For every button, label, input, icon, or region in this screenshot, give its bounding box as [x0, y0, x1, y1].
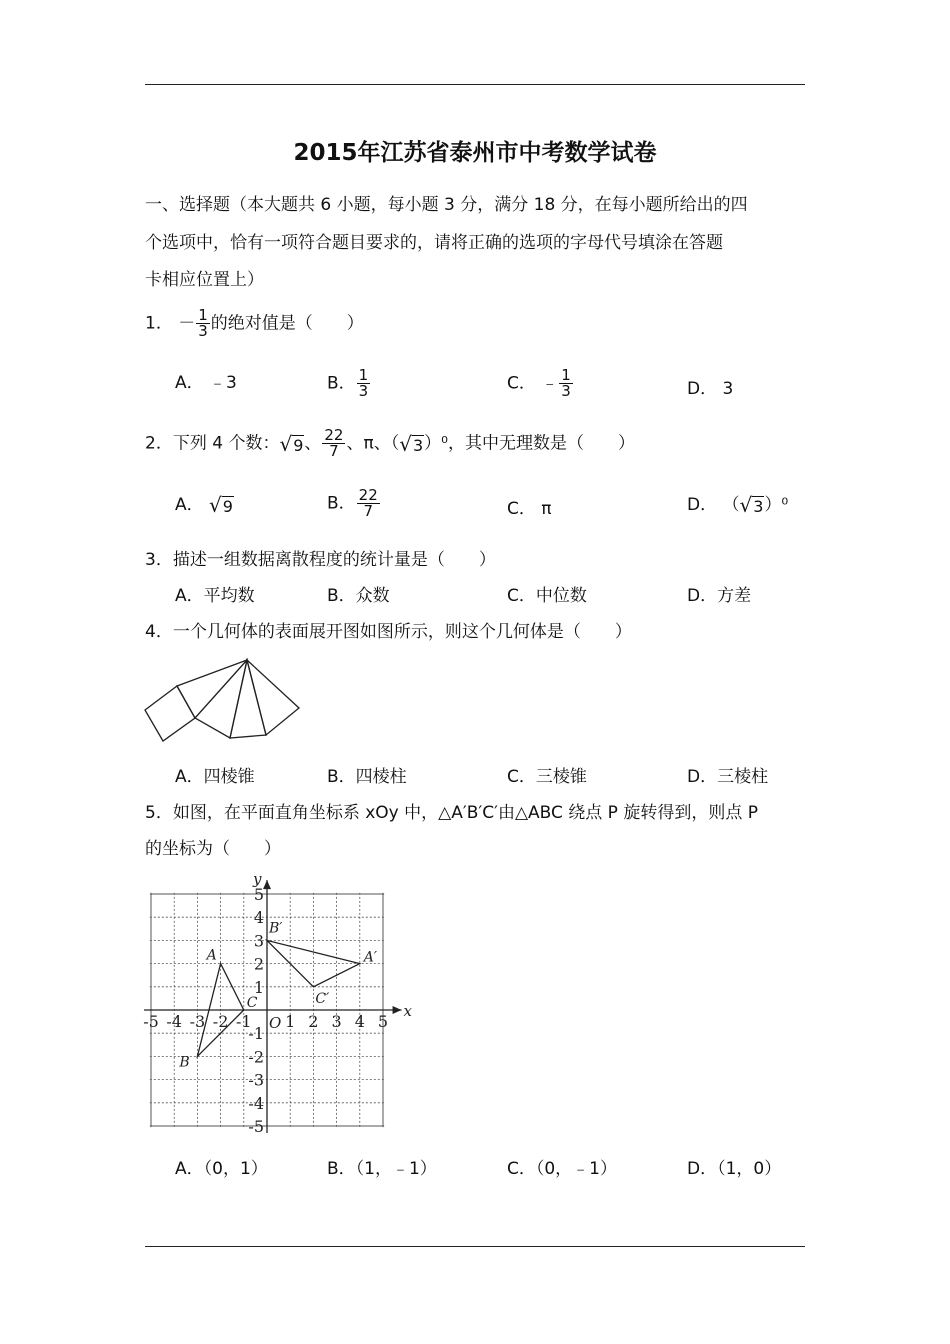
- question-1: [145, 308, 364, 339]
- option-fraction: [559, 368, 573, 399]
- fraction-numerator: 1: [561, 366, 571, 384]
- q1-option-d: [687, 374, 733, 399]
- q4-option-c: C．三棱锥: [507, 767, 587, 787]
- x-tick-label: -3: [189, 1012, 206, 1031]
- footer-rule: [145, 1246, 805, 1247]
- y-tick-label: 1: [253, 977, 264, 997]
- header-rule: [145, 84, 805, 85]
- q3-option-b: B．众数: [327, 586, 390, 606]
- x-tick-label: -1: [236, 1012, 252, 1031]
- q4-option-d: D．三棱柱: [687, 767, 769, 787]
- x-tick-label: 4: [354, 1012, 365, 1031]
- x-tick-label: -2: [212, 1012, 229, 1031]
- fraction-numerator: 1: [198, 306, 208, 324]
- radicand: 9: [222, 497, 233, 516]
- x-tick-label: 3: [331, 1012, 342, 1031]
- option-minus: ﹣: [541, 373, 559, 394]
- fraction-numerator: 22: [358, 486, 378, 504]
- q5-option-a: A．（0，1）: [175, 1159, 268, 1179]
- fraction-numerator: 1: [358, 366, 369, 384]
- y-tick-label: -3: [248, 1070, 264, 1090]
- separator: 、π、（: [346, 433, 400, 454]
- triangle-a1b1c1-vertex-c: C′: [315, 990, 330, 1007]
- q5-option-c: C．（0，﹣1）: [507, 1159, 618, 1179]
- triangle-a1b1c1-vertex-a: A′: [363, 949, 378, 966]
- question-2-number: 2．: [145, 433, 173, 454]
- q3-option-a: A．平均数: [175, 586, 255, 606]
- question-3: 3．描述一组数据离散程度的统计量是（ ）: [145, 550, 496, 570]
- y-tick-label: 4: [253, 908, 264, 928]
- question-5-line1: 5．如图，在平面直角坐标系 xOy 中，△A′B′C′由△ABC 绕点 P 旋转得到，则点 P: [145, 803, 758, 823]
- x-tick-label: -4: [166, 1012, 182, 1031]
- option-value: π: [541, 499, 552, 519]
- fraction-22-7: [322, 428, 345, 459]
- option-letter: D．: [687, 379, 718, 399]
- graph-triangles: [178, 920, 378, 1070]
- fraction-denominator: 3: [198, 322, 208, 340]
- question-1-number: 1．: [145, 313, 173, 334]
- net-triangle-face-4: [247, 660, 299, 735]
- question-1-text: 的绝对值是（ ）: [210, 313, 364, 334]
- y-axis-arrow: [263, 880, 271, 889]
- triangle-abc-vertex-c: C: [246, 995, 258, 1011]
- question-1-minus: －: [178, 313, 196, 334]
- y-tick-label: -1: [248, 1024, 264, 1044]
- q4-option-b: B．四棱柱: [327, 767, 407, 787]
- fraction-denominator: 7: [329, 442, 339, 460]
- q5-option-d: D．（1，0）: [687, 1159, 782, 1179]
- y-tick-label: -4: [248, 1093, 264, 1113]
- q1-option-c: [507, 368, 574, 399]
- q4-option-a: A．四棱锥: [175, 767, 255, 787]
- x-tick-label: 2: [308, 1012, 319, 1031]
- origin-label: O: [269, 1014, 282, 1032]
- option-letter: C．: [507, 373, 536, 394]
- q3-option-d: D．方差: [687, 586, 752, 606]
- option-sqrt: √3: [739, 493, 764, 517]
- y-axis-label: y: [253, 870, 262, 889]
- q1-option-b: [327, 368, 371, 399]
- fraction-denominator: 3: [358, 382, 369, 400]
- triangle-a1b1c1-vertex-b: B′: [269, 920, 283, 937]
- sqrt-3: √3: [399, 431, 424, 456]
- coordinate-graph: [140, 868, 413, 1140]
- question-1-fraction: [196, 308, 210, 339]
- option-value: ﹣3: [209, 373, 237, 393]
- option-letter: D．: [687, 495, 718, 515]
- question-5-line2: 的坐标为（ ）: [145, 839, 281, 859]
- option-letter: B．: [327, 373, 356, 394]
- x-tick-label: -5: [143, 1012, 159, 1031]
- option-paren: （: [722, 495, 740, 515]
- q2-option-b: [327, 488, 381, 519]
- x-tick-label: 1: [285, 1012, 296, 1031]
- separator: 、: [304, 433, 322, 454]
- section-instructions-line2: 个选项中，恰有一项符合题目要求的，请将正确的选项的字母代号填涂在答题: [145, 233, 723, 253]
- fraction-denominator: 7: [363, 502, 373, 520]
- option-letter: A．: [175, 495, 204, 515]
- q5-option-b: B．（1，﹣1）: [327, 1159, 437, 1179]
- y-tick-label: -5: [248, 1117, 264, 1136]
- option-fraction: [357, 368, 371, 399]
- question-4: 4．一个几何体的表面展开图如图所示，则这个几何体是（ ）: [145, 622, 632, 642]
- y-tick-label: -2: [248, 1047, 264, 1067]
- question-2: [145, 428, 635, 459]
- x-axis-arrow: [393, 1006, 402, 1014]
- triangle-abc-vertex-a: A: [206, 947, 217, 964]
- q2-option-c: [507, 494, 552, 519]
- option-paren: ）⁰: [764, 495, 789, 515]
- sqrt-9: √9: [279, 431, 304, 456]
- q2-option-d: [687, 490, 788, 517]
- option-sqrt: √9: [209, 493, 233, 517]
- fraction-numerator: 22: [324, 426, 344, 444]
- y-tick-label: 3: [253, 931, 264, 951]
- option-letter: C．: [507, 499, 536, 519]
- fraction-denominator: 3: [561, 382, 571, 400]
- x-tick-label: 5: [377, 1012, 389, 1031]
- q2-option-a: [175, 490, 234, 517]
- radicand: 3: [412, 435, 424, 455]
- pyramid-net-figure: [140, 652, 310, 752]
- y-tick-label: 2: [253, 954, 264, 974]
- net-square-face: [145, 686, 195, 741]
- net-triangle-face-2: [195, 660, 247, 738]
- y-tick-label: 5: [253, 885, 264, 904]
- section-instructions-line1: 一、选择题（本大题共 6 小题，每小题 3 分，满分 18 分，在每小题所给出的四: [145, 195, 748, 215]
- radicand: 9: [293, 435, 304, 455]
- graph-axes: [144, 870, 413, 1133]
- option-letter: B．: [327, 493, 356, 514]
- radicand: 3: [753, 497, 764, 516]
- question-2-text: 下列 4 个数：: [172, 433, 280, 454]
- question-2-text-end: ）⁰，其中无理数是（ ）: [424, 433, 635, 454]
- option-fraction: [357, 488, 380, 519]
- option-value: 3: [722, 379, 734, 399]
- q3-option-c: C．中位数: [507, 586, 587, 606]
- x-axis-label: x: [403, 1002, 413, 1020]
- section-instructions-line3: 卡相应位置上）: [145, 270, 264, 290]
- page-title: 2015年江苏省泰州市中考数学试卷: [293, 140, 657, 166]
- option-letter: A．: [175, 373, 204, 393]
- q1-option-a: [175, 368, 237, 393]
- triangle-abc-vertex-b: B: [179, 1054, 190, 1071]
